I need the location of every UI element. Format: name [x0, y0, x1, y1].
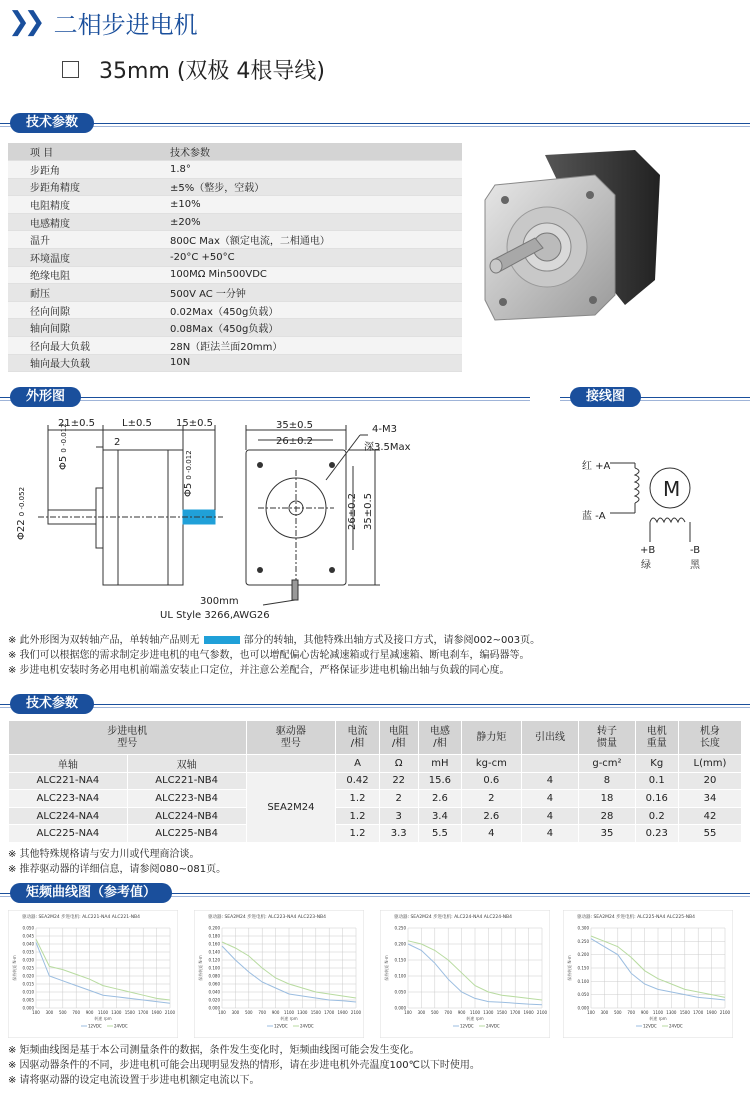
spec-row [8, 284, 462, 302]
model-row: ALC221-NA4 ALC221-NB4 SEA2M24 0.42 22 15.6 0.6 4 8 0.1 20 [9, 772, 742, 790]
section-title-curves: 矩频曲线图（参考值） [10, 883, 172, 903]
x-axis-label: 转速 rpm [466, 1016, 484, 1021]
legend-label: 12VDC [88, 1023, 102, 1029]
legend-label: 12VDC [643, 1023, 657, 1029]
spec-key: 温升 [8, 231, 148, 249]
x-tick-label: 500 [58, 1010, 67, 1015]
wire-pb-label: +B [640, 545, 656, 556]
spec-key: 径向最大负载 [8, 337, 148, 355]
spec-row [8, 319, 462, 337]
spec-value: 28N（距法兰面20mm） [148, 337, 462, 355]
x-tick-label: 100 [32, 1010, 40, 1015]
chart-title: 驱动器: SEA2M24 步进电机: ALC221-NA4 ALC221-NB4 [22, 915, 141, 920]
spec-row [8, 266, 462, 284]
spec-value: ±10% [148, 196, 462, 214]
spec-value: 0.02Max（450g负载） [148, 301, 462, 319]
spec-key: 项 目 [8, 143, 148, 161]
col-dual: 双轴 [127, 755, 246, 773]
y-tick-label: 0.300 [577, 925, 589, 931]
spec-key: 步距角精度 [8, 178, 148, 196]
section-bar-tech2 [0, 695, 750, 713]
x-tick-label: 900 [640, 1010, 649, 1015]
x-tick-label: 1900 [706, 1010, 717, 1015]
y-tick-label: 0.180 [208, 933, 220, 939]
note-item: ※ 推荐驱动器的详细信息，请参阅080~081页。 [8, 864, 227, 875]
legend-label: 24VDC [669, 1023, 683, 1029]
y-tick-label: 0.000 [394, 1005, 406, 1011]
y-tick-label: 0.030 [22, 957, 34, 963]
spec-row [8, 161, 462, 179]
spec-value: 10N [148, 354, 462, 372]
section-bar-outline [0, 388, 530, 406]
spec-value: -20°C +50°C [148, 249, 462, 267]
dim-hole-spacing: 26±0.2 [276, 436, 314, 447]
col-inertia: 转子 惯量 [579, 721, 635, 755]
spec-row [8, 213, 462, 231]
chart-title: 驱动器: SEA2M24 步进电机: ALC225-NA4 ALC225-NB4 [577, 915, 696, 920]
col-torque: 静力矩 [462, 721, 522, 755]
y-tick-label: 0.020 [208, 997, 220, 1003]
spec-key: 电感精度 [8, 213, 148, 231]
section-title-outline: 外形图 [10, 387, 81, 407]
x-tick-label: 1100 [652, 1010, 664, 1015]
double-chevron-icon: ❯❯ [8, 7, 40, 37]
x-tick-label: 700 [444, 1010, 453, 1015]
x-tick-label: 1700 [138, 1010, 149, 1015]
torque-curves [8, 910, 742, 1038]
dim-shaft-front: 21±0.5 [58, 418, 96, 429]
dim-screw-depth: 深3.5Max [364, 442, 411, 453]
x-tick-label: 100 [587, 1010, 595, 1015]
x-tick-label: 1900 [337, 1010, 348, 1015]
y-axis-label: 保持转矩 N·m [12, 955, 17, 981]
y-tick-label: 0.040 [208, 989, 220, 995]
x-tick-label: 300 [417, 1010, 426, 1015]
spec-row [8, 196, 462, 214]
notes-outline [8, 633, 540, 678]
spec-key: 轴向间隙 [8, 319, 148, 337]
models-table: 步进电机 型号 驱动器 型号 电流 /相 电阻 /相 电感 /相 静力矩 引出线 转子 惯量 电机 重量 机身 长度 单轴 双轴 A Ω mH kg-cm g-cm² Kg L(mm) ALC221-NA4 ALC221-NB4 SEA2M24 0.42 22 15.6 0.6 4 8 0.1 20 ALC223-NA4 ALC223-NB4 1.2 2 2.6 2 4 18 0.16 34 ALC224-NA4 ALC224-NB4 1.2 3 3.4 2.6 4 28 0.2 42 ALC225-NA4 ALC225-NB4 1.2 3.3 5.5 4 4 35 0.23 55 [8, 720, 742, 843]
spec-key: 绝缘电阻 [8, 266, 148, 284]
spec-table [8, 143, 462, 372]
cable-length: 300mm [200, 596, 239, 607]
y-tick-label: 0.150 [577, 965, 589, 971]
x-tick-label: 700 [72, 1010, 81, 1015]
y-tick-label: 0.060 [208, 981, 220, 987]
note-item: ※ 此外形图为双转轴产品，单转轴产品则无 部分的转轴，其他特殊出轴方式及接口方式，请参阅002~003页。 [8, 635, 541, 646]
spec-key: 轴向最大负载 [8, 354, 148, 372]
y-axis-label: 保持转矩 N·m [384, 955, 389, 981]
y-tick-label: 0.160 [208, 941, 220, 947]
legend-label: 24VDC [300, 1023, 314, 1029]
wire-red-label: 红 +A [582, 461, 611, 472]
y-tick-label: 0.040 [22, 941, 34, 947]
x-tick-label: 700 [258, 1010, 267, 1015]
section-title-tech: 技术参数 [10, 113, 94, 133]
section-title-wiring: 接线图 [570, 387, 641, 407]
note-item: ※ 我们可以根据您的需求制定步进电机的电气参数，也可以增配偏心齿轮减速箱或行星减速箱、断电刹车，编码器等。 [8, 650, 530, 661]
y-tick-label: 0.050 [577, 992, 589, 998]
dim-body-length: L±0.5 [122, 418, 152, 429]
y-tick-label: 0.080 [208, 973, 220, 979]
x-tick-label: 2100 [719, 1010, 731, 1015]
dim-front-width: 35±0.5 [276, 420, 314, 431]
model-row: ALC225-NA4 ALC225-NB4 1.2 3.3 5.5 4 4 35 0.23 55 [9, 825, 742, 843]
y-tick-label: 0.050 [394, 989, 406, 995]
col-inductance: 电感 /相 [418, 721, 461, 755]
y-axis-label: 保持转矩 N·m [198, 955, 203, 981]
wire-mb-label: -B [690, 545, 701, 556]
x-tick-label: 1700 [324, 1010, 335, 1015]
col-motor-model: 步进电机 型号 [9, 721, 247, 755]
x-tick-label: 1700 [510, 1010, 521, 1015]
col-current: 电流 /相 [336, 721, 379, 755]
y-axis-label: 保持转矩 N·m [567, 955, 572, 981]
y-tick-label: 0.140 [208, 949, 220, 955]
y-tick-label: 0.250 [577, 938, 589, 944]
spec-row [8, 337, 462, 355]
dim-shaft-rear: 15±0.5 [176, 418, 214, 429]
page-subtitle [62, 54, 325, 85]
motor-photo [475, 130, 675, 330]
blue-shaft-swatch [204, 636, 240, 644]
legend-label: 24VDC [486, 1023, 500, 1029]
spec-value: 800C Max（额定电流，二相通电） [148, 231, 462, 249]
model-row: ALC223-NA4 ALC223-NB4 1.2 2 2.6 2 4 18 0.16 34 [9, 790, 742, 808]
spec-value: 1.8° [148, 161, 462, 179]
torque-chart [563, 910, 733, 1038]
spec-value: ±20% [148, 213, 462, 231]
y-tick-label: 0.000 [208, 1005, 220, 1011]
y-tick-label: 0.025 [22, 965, 34, 971]
y-tick-label: 0.200 [208, 925, 220, 931]
spec-row [8, 231, 462, 249]
y-tick-label: 0.020 [22, 973, 34, 979]
driver-cell: SEA2M24 [246, 772, 336, 842]
torque-chart [194, 910, 364, 1038]
x-tick-label: 900 [85, 1010, 94, 1015]
note-item: ※ 步进电机安装时务必用电机前端盖安装止口定位，并注意公差配合，严格保证步进电机输出轴与负载的同心度。 [8, 665, 510, 676]
square-icon [62, 61, 79, 78]
x-tick-label: 1300 [666, 1010, 677, 1015]
y-tick-label: 0.150 [394, 957, 406, 963]
torque-chart [8, 910, 178, 1038]
model-row: ALC224-NA4 ALC224-NB4 1.2 3 3.4 2.6 4 28 0.2 42 [9, 807, 742, 825]
y-tick-label: 0.015 [22, 981, 34, 987]
section-title-tech2: 技术参数 [10, 694, 94, 714]
page-title: 二相步进电机 [53, 10, 198, 39]
x-tick-label: 500 [430, 1010, 439, 1015]
x-tick-label: 1900 [523, 1010, 534, 1015]
y-tick-label: 0.000 [577, 1005, 589, 1011]
chart-title: 驱动器: SEA2M24 步进电机: ALC223-NA4 ALC223-NB4 [208, 915, 327, 920]
y-tick-label: 0.010 [22, 989, 34, 995]
y-tick-label: 0.050 [22, 925, 34, 931]
page-header [8, 2, 198, 42]
subtitle-text: 35mm (双极 4根导线) [99, 59, 326, 84]
y-tick-label: 0.200 [394, 941, 406, 947]
col-resistance: 电阻 /相 [379, 721, 418, 755]
x-tick-label: 100 [218, 1010, 226, 1015]
legend-label: 24VDC [114, 1023, 128, 1029]
x-tick-label: 100 [404, 1010, 412, 1015]
col-length: 机身 长度 [678, 721, 741, 755]
spec-row [8, 178, 462, 196]
x-tick-label: 2100 [164, 1010, 176, 1015]
x-tick-label: 300 [600, 1010, 609, 1015]
x-tick-label: 1100 [97, 1010, 109, 1015]
wire-blue-label: 蓝 -A [582, 511, 606, 522]
x-axis-label: 转速 rpm [649, 1016, 667, 1021]
x-axis-label: 转速 rpm [280, 1016, 298, 1021]
y-tick-label: 0.250 [394, 925, 406, 931]
x-tick-label: 1300 [111, 1010, 122, 1015]
spec-value: 500V AC 一分钟 [148, 284, 462, 302]
spec-row [8, 249, 462, 267]
note-item: ※ 其他特殊规格请与安力川或代理商洽谈。 [8, 849, 200, 860]
x-tick-label: 1500 [679, 1010, 690, 1015]
x-axis-label: 转速 rpm [94, 1016, 112, 1021]
x-tick-label: 1100 [283, 1010, 295, 1015]
x-tick-label: 300 [231, 1010, 240, 1015]
y-tick-label: 0.100 [577, 978, 589, 984]
note-item: ※ 矩频曲线图是基于本公司测量条件的数据，条件发生变化时，矩频曲线图可能会发生变化。 [8, 1045, 420, 1056]
dim-screw-holes: 4-M3 [372, 424, 397, 435]
y-tick-label: 0.100 [394, 973, 406, 979]
x-tick-label: 500 [613, 1010, 622, 1015]
spec-row [8, 354, 462, 372]
x-tick-label: 1500 [310, 1010, 321, 1015]
x-tick-label: 2100 [350, 1010, 362, 1015]
notes-models [8, 847, 226, 877]
x-tick-label: 300 [45, 1010, 54, 1015]
dim-pilot-dia: Φ22 0 -0.052 [16, 486, 27, 540]
legend-label: 12VDC [274, 1023, 288, 1029]
spec-value: 100MΩ Min500VDC [148, 266, 462, 284]
dim-shaft-dia-rear: Φ5 0 -0.012 [183, 450, 194, 497]
x-tick-label: 500 [244, 1010, 253, 1015]
wire-green-label: 绿 [641, 560, 651, 571]
col-driver-model: 驱动器 型号 [246, 721, 336, 755]
x-tick-label: 1500 [496, 1010, 507, 1015]
x-tick-label: 2100 [536, 1010, 548, 1015]
spec-key: 径向间隙 [8, 301, 148, 319]
x-tick-label: 1900 [151, 1010, 162, 1015]
y-tick-label: 0.045 [22, 933, 34, 939]
dim-shaft-dia-front: Φ5 0 -0.012 [58, 423, 69, 470]
y-tick-label: 0.200 [577, 952, 589, 958]
y-tick-label: 0.005 [22, 997, 34, 1003]
note-item: ※ 请将驱动器的设定电流设置于步进电机额定电流以下。 [8, 1075, 260, 1086]
dim-front-height: 35±0.5 [363, 492, 374, 530]
x-tick-label: 1300 [483, 1010, 494, 1015]
y-tick-label: 0.100 [208, 965, 220, 971]
col-leads: 引出线 [521, 721, 579, 755]
y-tick-label: 0.120 [208, 957, 220, 963]
x-tick-label: 1500 [124, 1010, 135, 1015]
spec-value: ±5%（整步，空载） [148, 178, 462, 196]
motor-symbol: M [663, 477, 681, 501]
x-tick-label: 1100 [469, 1010, 481, 1015]
col-single: 单轴 [9, 755, 128, 773]
dim-boss: 2 [114, 437, 121, 448]
spec-key: 电阻精度 [8, 196, 148, 214]
spec-key: 步距角 [8, 161, 148, 179]
spec-key: 耐压 [8, 284, 148, 302]
col-weight: 电机 重量 [635, 721, 678, 755]
chart-title: 驱动器: SEA2M24 步进电机: ALC224-NA4 ALC224-NB4 [394, 915, 513, 920]
torque-chart [380, 910, 550, 1038]
y-tick-label: 0.000 [22, 1005, 34, 1011]
spec-value: 技术参数 [148, 143, 462, 161]
x-tick-label: 1700 [693, 1010, 704, 1015]
dim-hole-spacing-v: 26±0.2 [347, 492, 358, 530]
spec-value: 0.08Max（450g负载） [148, 319, 462, 337]
y-tick-label: 0.035 [22, 949, 34, 955]
legend-label: 12VDC [460, 1023, 474, 1029]
notes-curves [8, 1043, 480, 1088]
spec-row [8, 301, 462, 319]
note-item: ※ 因驱动器条件的不同，步进电机可能会出现明显发热的情形，请在步进电机外壳温度100℃以下时使用。 [8, 1060, 480, 1071]
section-bar-curves [0, 884, 750, 902]
spec-key: 环境温度 [8, 249, 148, 267]
wire-black-label: 黑 [690, 560, 700, 571]
spec-row [8, 143, 462, 161]
cable-spec: UL Style 3266,AWG26 [160, 610, 270, 621]
section-bar-wiring [560, 388, 750, 406]
x-tick-label: 1300 [297, 1010, 308, 1015]
x-tick-label: 700 [627, 1010, 636, 1015]
x-tick-label: 900 [271, 1010, 280, 1015]
x-tick-label: 900 [457, 1010, 466, 1015]
